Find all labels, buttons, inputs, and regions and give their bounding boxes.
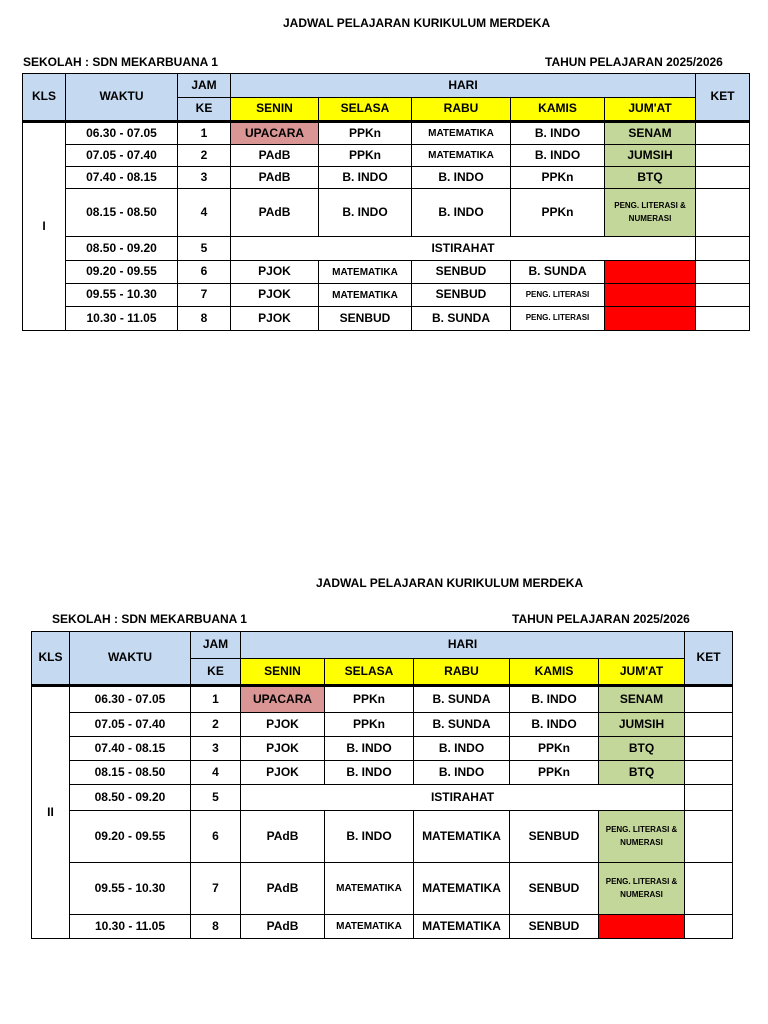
subject-cell: PJOK	[241, 713, 325, 737]
ket-cell	[696, 145, 750, 167]
ket-cell	[685, 761, 733, 785]
subject-cell: SENBUD	[319, 307, 412, 331]
header-jam: JAM	[178, 74, 231, 98]
time-cell: 08.50 - 09.20	[66, 237, 178, 261]
subject-cell: B. INDO	[414, 737, 510, 761]
subject-cell: SENAM	[599, 686, 685, 713]
ket-cell	[685, 811, 733, 863]
header-hari: HARI	[241, 632, 685, 659]
subject-cell: MATEMATIKA	[414, 811, 510, 863]
subject-cell: B. INDO	[510, 686, 599, 713]
time-cell: 06.30 - 07.05	[70, 686, 191, 713]
subject-cell: MATEMATIKA	[414, 863, 510, 915]
subject-cell: MATEMATIKA	[319, 284, 412, 307]
ket-cell	[696, 284, 750, 307]
period-cell: 2	[191, 713, 241, 737]
header-ke: KE	[191, 659, 241, 686]
subject-cell	[605, 307, 696, 331]
header-day: KAMIS	[510, 659, 599, 686]
time-cell: 10.30 - 11.05	[66, 307, 178, 331]
header-day: SENIN	[231, 98, 319, 122]
time-cell: 07.05 - 07.40	[66, 145, 178, 167]
subject-cell: B. INDO	[511, 122, 605, 145]
time-cell: 07.40 - 08.15	[66, 167, 178, 189]
subject-cell: MATEMATIKA	[412, 145, 511, 167]
table-row	[32, 863, 733, 915]
break-cell: ISTIRAHAT	[241, 785, 685, 811]
time-cell: 10.30 - 11.05	[70, 915, 191, 939]
schedule-2-year: TAHUN PELAJARAN 2025/2026	[512, 612, 690, 626]
schedule-2-title: JADWAL PELAJARAN KURIKULUM MERDEKA	[316, 576, 584, 590]
subject-cell: MATEMATIKA	[414, 915, 510, 939]
period-cell: 8	[178, 307, 231, 331]
subject-cell: PAdB	[241, 915, 325, 939]
subject-cell: PAdB	[231, 167, 319, 189]
header-jam: JAM	[191, 632, 241, 659]
period-cell: 4	[178, 189, 231, 237]
period-cell: 1	[191, 686, 241, 713]
class-cell: I	[23, 122, 66, 331]
subject-cell: SENBUD	[510, 863, 599, 915]
header-kls: KLS	[32, 632, 70, 686]
subject-cell: PPKn	[325, 686, 414, 713]
subject-cell: JUMSIH	[599, 713, 685, 737]
subject-cell: MATEMATIKA	[319, 261, 412, 284]
ket-cell	[685, 737, 733, 761]
schedule-2-table	[31, 631, 733, 939]
subject-cell: B. SUNDA	[414, 686, 510, 713]
period-cell: 3	[191, 737, 241, 761]
subject-cell: SENBUD	[510, 915, 599, 939]
ket-cell	[685, 686, 733, 713]
time-cell: 07.40 - 08.15	[70, 737, 191, 761]
ket-cell	[685, 713, 733, 737]
schedule-1-school: SEKOLAH : SDN MEKARBUANA 1	[23, 55, 218, 69]
table-row	[23, 145, 750, 167]
header-day: JUM'AT	[599, 659, 685, 686]
table-row	[23, 307, 750, 331]
subject-cell: PENG. LITERASI	[511, 284, 605, 307]
subject-cell: PPKn	[319, 122, 412, 145]
subject-cell: UPACARA	[231, 122, 319, 145]
subject-cell: MATEMATIKA	[325, 915, 414, 939]
header-day: SELASA	[325, 659, 414, 686]
subject-cell: PAdB	[231, 189, 319, 237]
subject-cell: PPKn	[325, 713, 414, 737]
subject-cell: PJOK	[241, 737, 325, 761]
subject-cell: B. INDO	[319, 189, 412, 237]
subject-cell: B. INDO	[511, 145, 605, 167]
period-cell: 5	[191, 785, 241, 811]
subject-cell: B. SUNDA	[414, 713, 510, 737]
subject-cell: PENG. LITERASI & NUMERASI	[599, 863, 685, 915]
table-row	[23, 237, 750, 261]
subject-cell: B. INDO	[325, 761, 414, 785]
period-cell: 7	[178, 284, 231, 307]
time-cell: 09.20 - 09.55	[70, 811, 191, 863]
subject-cell: UPACARA	[241, 686, 325, 713]
schedule-1-title: JADWAL PELAJARAN KURIKULUM MERDEKA	[283, 16, 551, 30]
subject-cell: B. INDO	[510, 713, 599, 737]
subject-cell: PJOK	[231, 307, 319, 331]
header-waktu: WAKTU	[70, 632, 191, 686]
subject-cell: PJOK	[231, 261, 319, 284]
ket-cell	[696, 237, 750, 261]
period-cell: 6	[191, 811, 241, 863]
table-row	[32, 915, 733, 939]
subject-cell: PAdB	[241, 811, 325, 863]
table-row	[23, 122, 750, 145]
subject-cell: MATEMATIKA	[412, 122, 511, 145]
time-cell: 09.55 - 10.30	[66, 284, 178, 307]
subject-cell: B. INDO	[412, 189, 511, 237]
subject-cell: B. INDO	[319, 167, 412, 189]
subject-cell: JUMSIH	[605, 145, 696, 167]
subject-cell: PPKn	[510, 761, 599, 785]
ket-cell	[685, 785, 733, 811]
subject-cell: SENBUD	[412, 284, 511, 307]
subject-cell: B. INDO	[414, 761, 510, 785]
time-cell: 07.05 - 07.40	[70, 713, 191, 737]
ket-cell	[696, 122, 750, 145]
time-cell: 08.15 - 08.50	[70, 761, 191, 785]
ket-cell	[685, 863, 733, 915]
break-cell: ISTIRAHAT	[231, 237, 696, 261]
table-row	[23, 284, 750, 307]
subject-cell: B. SUNDA	[412, 307, 511, 331]
header-day: SELASA	[319, 98, 412, 122]
subject-cell: MATEMATIKA	[325, 863, 414, 915]
period-cell: 4	[191, 761, 241, 785]
subject-cell: PENG. LITERASI	[511, 307, 605, 331]
table-row	[23, 261, 750, 284]
subject-cell: PENG. LITERASI & NUMERASI	[605, 189, 696, 237]
header-ket: KET	[685, 632, 733, 686]
subject-cell: BTQ	[605, 167, 696, 189]
subject-cell	[599, 915, 685, 939]
period-cell: 8	[191, 915, 241, 939]
table-row	[23, 167, 750, 189]
table-row	[32, 761, 733, 785]
header-ke: KE	[178, 98, 231, 122]
period-cell: 5	[178, 237, 231, 261]
subject-cell: SENBUD	[412, 261, 511, 284]
subject-cell: PAdB	[231, 145, 319, 167]
subject-cell: PPKn	[511, 167, 605, 189]
subject-cell: PENG. LITERASI & NUMERASI	[599, 811, 685, 863]
header-ket: KET	[696, 74, 750, 122]
subject-cell: SENAM	[605, 122, 696, 145]
table-row	[32, 737, 733, 761]
time-cell: 08.50 - 09.20	[70, 785, 191, 811]
table-row	[23, 189, 750, 237]
subject-cell: PJOK	[231, 284, 319, 307]
header-day: RABU	[414, 659, 510, 686]
period-cell: 7	[191, 863, 241, 915]
header-day: KAMIS	[511, 98, 605, 122]
header-kls: KLS	[23, 74, 66, 122]
subject-cell: BTQ	[599, 761, 685, 785]
ket-cell	[685, 915, 733, 939]
subject-cell: BTQ	[599, 737, 685, 761]
subject-cell: PPKn	[510, 737, 599, 761]
subject-cell: PAdB	[241, 863, 325, 915]
header-waktu: WAKTU	[66, 74, 178, 122]
subject-cell: PJOK	[241, 761, 325, 785]
subject-cell	[605, 284, 696, 307]
time-cell: 08.15 - 08.50	[66, 189, 178, 237]
class-cell: II	[32, 686, 70, 939]
subject-cell: PPKn	[319, 145, 412, 167]
header-day: JUM'AT	[605, 98, 696, 122]
period-cell: 3	[178, 167, 231, 189]
time-cell: 06.30 - 07.05	[66, 122, 178, 145]
subject-cell: B. INDO	[412, 167, 511, 189]
schedule-1-year: TAHUN PELAJARAN 2025/2026	[545, 55, 723, 69]
ket-cell	[696, 307, 750, 331]
subject-cell: PPKn	[511, 189, 605, 237]
subject-cell: B. INDO	[325, 811, 414, 863]
table-row	[32, 686, 733, 713]
header-day: RABU	[412, 98, 511, 122]
table-row	[32, 785, 733, 811]
table-row	[32, 811, 733, 863]
period-cell: 1	[178, 122, 231, 145]
time-cell: 09.20 - 09.55	[66, 261, 178, 284]
time-cell: 09.55 - 10.30	[70, 863, 191, 915]
subject-cell: B. SUNDA	[511, 261, 605, 284]
header-hari: HARI	[231, 74, 696, 98]
ket-cell	[696, 261, 750, 284]
ket-cell	[696, 189, 750, 237]
ket-cell	[696, 167, 750, 189]
period-cell: 6	[178, 261, 231, 284]
period-cell: 2	[178, 145, 231, 167]
schedule-2-school: SEKOLAH : SDN MEKARBUANA 1	[52, 612, 247, 626]
schedule-1-table	[22, 73, 750, 331]
table-row	[32, 713, 733, 737]
subject-cell: B. INDO	[325, 737, 414, 761]
subject-cell: SENBUD	[510, 811, 599, 863]
header-day: SENIN	[241, 659, 325, 686]
subject-cell	[605, 261, 696, 284]
